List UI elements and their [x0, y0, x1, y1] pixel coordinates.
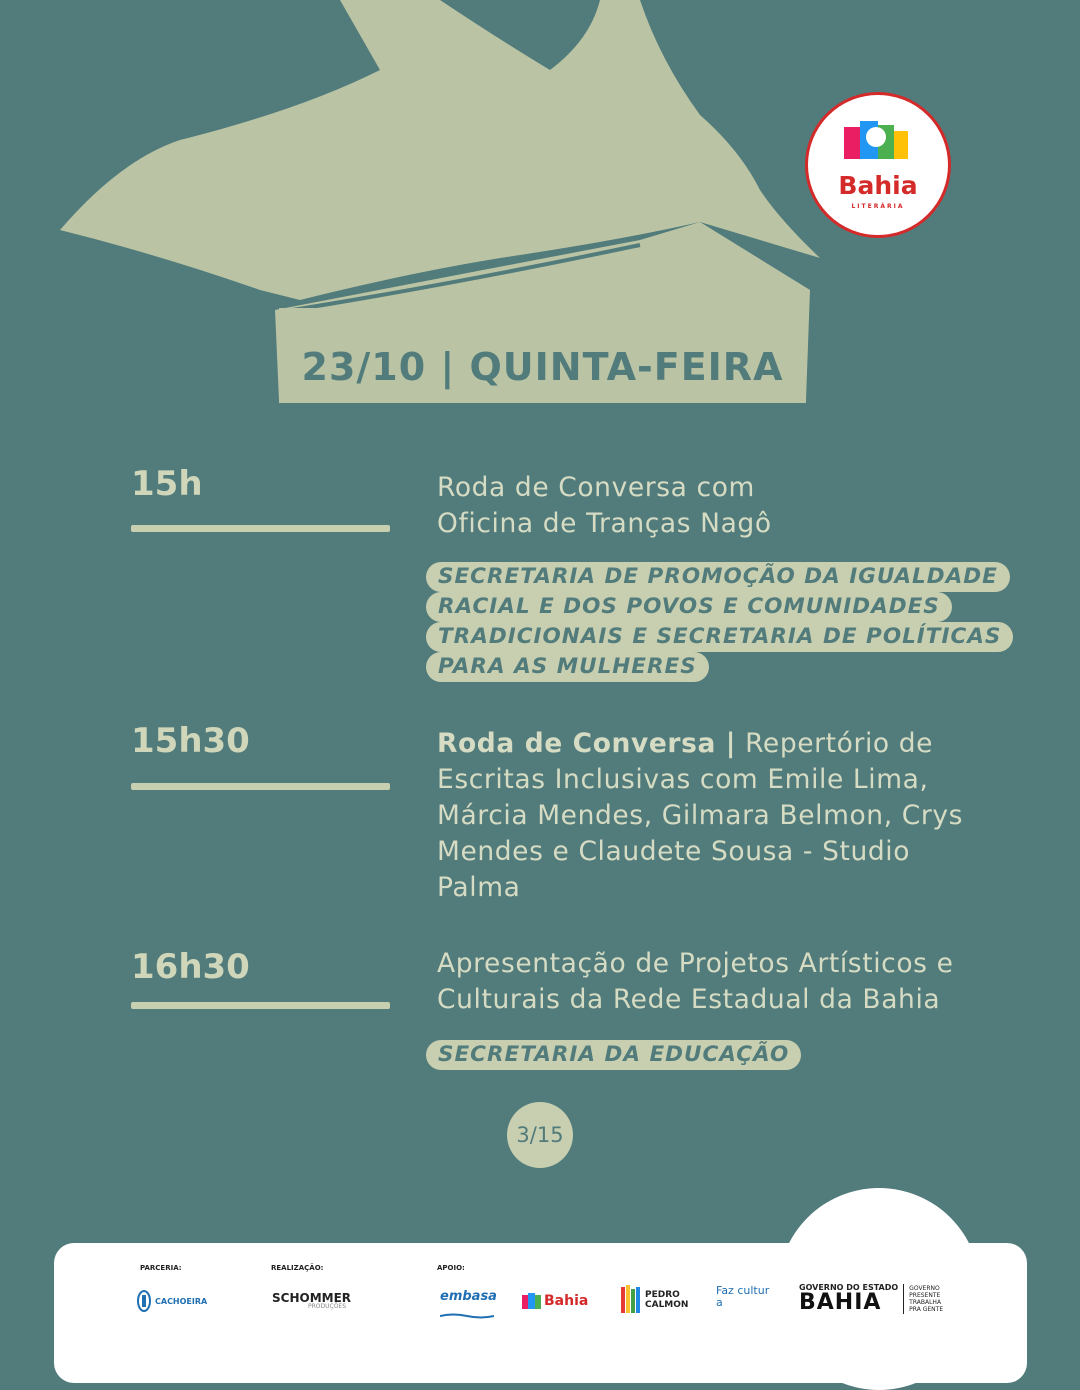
- governo-slogan: GOVERNO PRESENTE TRABALHA PRA GENTE: [909, 1284, 944, 1313]
- cachoeira-emblem-icon: [136, 1289, 152, 1313]
- event-time: 15h: [131, 464, 203, 504]
- bahia-literaria-logo: [522, 1291, 588, 1311]
- schommer-text: SCHOMMER: [272, 1291, 352, 1305]
- event-title: Apresentação de Projetos Artísticos e Culturais da Rede Estadual da Bahia: [437, 948, 954, 1015]
- realization-label: REALIZAÇÃO:: [271, 1264, 324, 1272]
- embasa-text: embasa: [440, 1289, 497, 1304]
- event-time: 15h30: [131, 721, 250, 761]
- event-title-rest: Repertório de Escritas Inclusivas com Emile Lima, Márcia Mendes, Gilmara Belmon, Crys Mendes e Claudete Sousa - Studio Palma: [437, 728, 964, 903]
- governo-text: GOVERNO DO ESTADO: [799, 1283, 899, 1292]
- partner-label: PARCERIA:: [140, 1264, 182, 1272]
- time-underline: [131, 783, 390, 790]
- bahia-book-icon: [522, 1291, 544, 1311]
- date-banner: [279, 308, 806, 403]
- faz-cultura-logo: [716, 1285, 770, 1309]
- tag-line: SECRETARIA DA EDUCAÇÃO: [426, 1040, 801, 1070]
- tag-line: PARA AS MULHERES: [426, 652, 709, 682]
- cachoeira-text: CACHOEIRA: [155, 1296, 208, 1306]
- event-title-bold: Roda de Conversa |: [437, 728, 737, 759]
- embasa-wave-icon: [440, 1313, 494, 1319]
- time-underline: [131, 1002, 390, 1009]
- books-icon: [621, 1285, 641, 1315]
- event-time: 16h30: [131, 947, 250, 987]
- support-label: APOIO:: [437, 1264, 465, 1272]
- schommer-subtext: PRODUÇÕES: [308, 1303, 347, 1310]
- pedro-calmon-logo: [621, 1285, 693, 1315]
- event-organizer-tag: [426, 562, 1013, 682]
- bahia-literaria-seal: [805, 92, 951, 238]
- date-title: 23/10 | QUINTA-FEIRA: [301, 344, 784, 389]
- faz-cultura-text: Faz cultura: [716, 1284, 770, 1309]
- schommer-logo: [272, 1291, 351, 1310]
- seal-logo-text: Bahia: [838, 171, 918, 200]
- bahia-logo-text: Bahia: [544, 1293, 589, 1309]
- pedro-calmon-text: PEDRO CALMON: [645, 1290, 689, 1310]
- governo-big-text: BAHIA: [799, 1290, 882, 1315]
- tag-line: TRADICIONAIS E SECRETARIA DE POLÍTICAS: [426, 622, 1013, 652]
- governo-bahia-logo: [799, 1283, 949, 1314]
- event-title: [437, 726, 997, 906]
- page-indicator: 3/15: [507, 1102, 573, 1168]
- event-title: Roda de Conversa com Oficina de Tranças Nagô: [437, 472, 772, 539]
- time-underline: [131, 525, 390, 532]
- sponsors-footer: [54, 1243, 1027, 1383]
- seal-logo-subtext: LITERÁRIA: [851, 203, 905, 210]
- governo-divider: [903, 1284, 904, 1314]
- event-organizer-tag: [426, 1040, 801, 1070]
- embasa-logo: [440, 1289, 497, 1323]
- tag-line: RACIAL E DOS POVOS E COMUNIDADES: [426, 592, 952, 622]
- cachoeira-logo: [136, 1289, 207, 1313]
- tag-line: SECRETARIA DE PROMOÇÃO DA IGUALDADE: [426, 562, 1010, 592]
